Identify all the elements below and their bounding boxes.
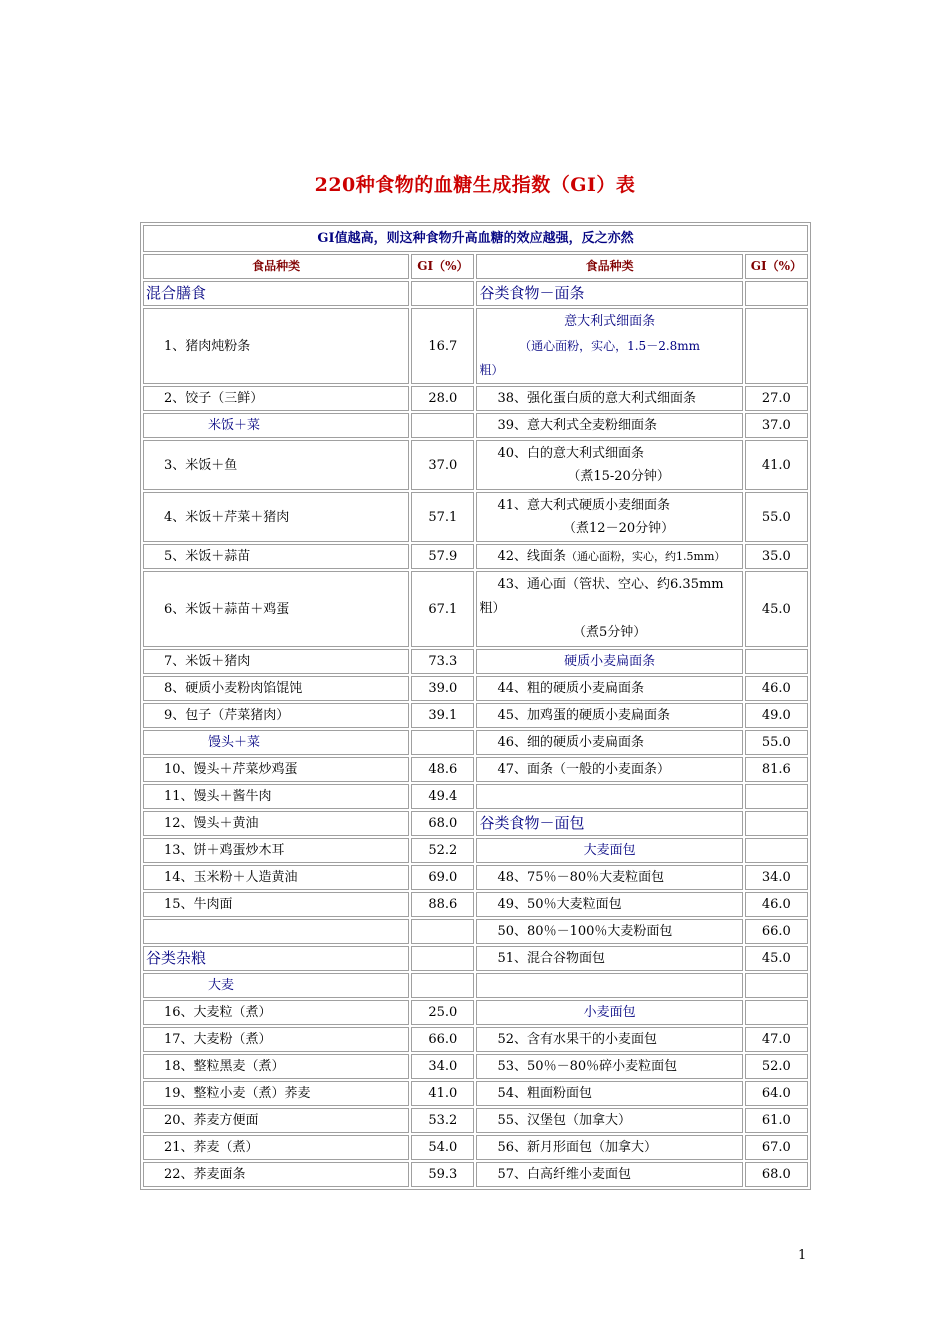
gi-value: 41.0 (411, 1081, 474, 1106)
gi-value: 27.0 (745, 386, 808, 411)
food-name: 21、荞麦（煮） (143, 1135, 409, 1160)
gi-value: 88.6 (411, 892, 474, 917)
food-name (476, 440, 742, 490)
subcategory-label: 大麦面包 (476, 838, 742, 863)
table-row (143, 1135, 808, 1160)
subcategory-label: 米饭＋菜 (143, 413, 409, 438)
subcategory-label: 意大利式细面条 (564, 313, 656, 329)
table-row (143, 892, 808, 917)
food-name-line: 42、线面条 (497, 549, 567, 564)
food-name (476, 571, 742, 647)
food-name: 14、玉米粉＋人造黄油 (143, 865, 409, 890)
table-row (143, 973, 808, 998)
gi-value: 69.0 (411, 865, 474, 890)
table-row (143, 757, 808, 782)
table-row (143, 386, 808, 411)
food-name: 6、米饭＋蒜苗＋鸡蛋 (143, 571, 409, 647)
gi-value: 52.2 (411, 838, 474, 863)
gi-value: 54.0 (411, 1135, 474, 1160)
subcategory-label: 小麦面包 (476, 1000, 742, 1025)
food-name: 9、包子（芹菜猪肉） (143, 703, 409, 728)
gi-table-container (140, 222, 811, 1190)
section-heading: 谷类食物－面条 (476, 281, 742, 306)
food-name: 53、50％－80％碎小麦粒面包 (476, 1054, 742, 1079)
table-row (143, 946, 808, 971)
food-name: 20、荞麦方便面 (143, 1108, 409, 1133)
food-name: 16、大麦粒（煮） (143, 1000, 409, 1025)
gi-value: 55.0 (745, 730, 808, 755)
gi-value: 16.7 (411, 308, 474, 384)
column-header-food-left: 食品种类 (143, 254, 409, 279)
food-name: 18、整粒黑麦（煮） (143, 1054, 409, 1079)
table-header-row (143, 225, 808, 252)
food-name: 5、米饭＋蒜苗 (143, 544, 409, 569)
gi-value: 48.6 (411, 757, 474, 782)
section-heading: 混合膳食 (143, 281, 409, 306)
food-name: 54、粗面粉面包 (476, 1081, 742, 1106)
table-row (143, 811, 808, 836)
food-name: 52、含有水果干的小麦面包 (476, 1027, 742, 1052)
table-row (143, 919, 808, 944)
gi-value: 49.0 (745, 703, 808, 728)
table-row (143, 676, 808, 701)
food-name: 49、50％大麦粒面包 (476, 892, 742, 917)
food-name: 44、粗的硬质小麦扁面条 (476, 676, 742, 701)
food-name: 4、米饭＋芹菜＋猪肉 (143, 492, 409, 542)
food-name: 1、猪肉炖粉条 (143, 308, 409, 384)
page-title: 220种食物的血糖生成指数（GI）表 (314, 174, 636, 196)
gi-value: 37.0 (745, 413, 808, 438)
column-header-gi-left: GI（%） (411, 254, 474, 279)
gi-value: 66.0 (745, 919, 808, 944)
food-name: 13、饼＋鸡蛋炒木耳 (143, 838, 409, 863)
gi-value: 46.0 (745, 676, 808, 701)
table-row (143, 1108, 808, 1133)
food-name-line: 41、意大利式硬质小麦细面条 (497, 498, 671, 513)
food-name: 46、细的硬质小麦扁面条 (476, 730, 742, 755)
food-name: 51、混合谷物面包 (476, 946, 742, 971)
gi-value: 52.0 (745, 1054, 808, 1079)
gi-value: 28.0 (411, 386, 474, 411)
food-name (476, 308, 742, 384)
table-row (143, 571, 808, 647)
gi-value: 55.0 (745, 492, 808, 542)
gi-value: 39.0 (411, 676, 474, 701)
gi-table (140, 222, 811, 1190)
food-name: 47、面条（一般的小麦面条） (476, 757, 742, 782)
food-name-line: 粗） (479, 601, 506, 616)
gi-value: 73.3 (411, 649, 474, 674)
table-row (143, 703, 808, 728)
subcategory-label: 大麦 (143, 973, 409, 998)
food-name: 19、整粒小麦（煮）荞麦 (143, 1081, 409, 1106)
table-row (143, 730, 808, 755)
gi-value: 46.0 (745, 892, 808, 917)
table-row (143, 784, 808, 809)
gi-value: 37.0 (411, 440, 474, 490)
gi-value: 45.0 (745, 571, 808, 647)
gi-value: 34.0 (745, 865, 808, 890)
food-name: 3、米饭＋鱼 (143, 440, 409, 490)
food-name: 7、米饭＋猪肉 (143, 649, 409, 674)
table-row (143, 1162, 808, 1187)
food-name-line: 43、通心面（管状、空心、约6.35mm (497, 577, 724, 592)
table-row (143, 281, 808, 306)
gi-value: 41.0 (745, 440, 808, 490)
food-note: （煮12－20分钟） (563, 521, 675, 536)
gi-value: 35.0 (745, 544, 808, 569)
gi-value: 49.4 (411, 784, 474, 809)
gi-value: 45.0 (745, 946, 808, 971)
section-heading: 谷类食物－面包 (476, 811, 742, 836)
food-name: 57、白高纤维小麦面包 (476, 1162, 742, 1187)
food-name: 48、75％－80％大麦粒面包 (476, 865, 742, 890)
table-row (143, 1054, 808, 1079)
gi-value: 67.0 (745, 1135, 808, 1160)
gi-value: 25.0 (411, 1000, 474, 1025)
gi-value: 67.1 (411, 571, 474, 647)
table-row (143, 865, 808, 890)
table-row (143, 838, 808, 863)
food-name: 8、硬质小麦粉肉馅馄饨 (143, 676, 409, 701)
food-name (476, 492, 742, 542)
food-name: 12、馒头＋黄油 (143, 811, 409, 836)
table-row (143, 1081, 808, 1106)
gi-value: 64.0 (745, 1081, 808, 1106)
gi-value: 39.1 (411, 703, 474, 728)
food-name (476, 544, 742, 569)
table-header: GI值越高，则这种食物升高血糖的效应越强，反之亦然 (143, 225, 808, 252)
food-name: 55、汉堡包（加拿大） (476, 1108, 742, 1133)
food-note: （煮5分钟） (572, 625, 647, 640)
gi-value: 47.0 (745, 1027, 808, 1052)
gi-value: 34.0 (411, 1054, 474, 1079)
table-row (143, 649, 808, 674)
column-header-gi-right: GI（%） (745, 254, 808, 279)
food-name: 15、牛肉面 (143, 892, 409, 917)
food-name: 10、馒头＋芹菜炒鸡蛋 (143, 757, 409, 782)
table-row (143, 1000, 808, 1025)
subcategory-label: 馒头＋菜 (143, 730, 409, 755)
gi-value: 61.0 (745, 1108, 808, 1133)
table-row (143, 440, 808, 490)
food-name: 38、强化蛋白质的意大利式细面条 (476, 386, 742, 411)
gi-value: 81.6 (745, 757, 808, 782)
food-name: 17、大麦粉（煮） (143, 1027, 409, 1052)
food-name-line: 40、白的意大利式细面条 (497, 446, 645, 461)
column-header-food-right: 食品种类 (476, 254, 742, 279)
column-header-row (143, 254, 808, 279)
food-name: 45、加鸡蛋的硬质小麦扁面条 (476, 703, 742, 728)
gi-value: 57.9 (411, 544, 474, 569)
food-note: （通心面粉，实心，约1.5mm） (566, 550, 726, 563)
subcategory-label: 硬质小麦扁面条 (476, 649, 742, 674)
gi-value: 59.3 (411, 1162, 474, 1187)
food-name: 39、意大利式全麦粉细面条 (476, 413, 742, 438)
page-number: 1 (798, 1248, 807, 1263)
food-note: （通心面粉，实心，1.5－2.8mm (519, 338, 701, 353)
food-name: 22、荞麦面条 (143, 1162, 409, 1187)
table-row (143, 1027, 808, 1052)
table-row (143, 544, 808, 569)
gi-value: 68.0 (745, 1162, 808, 1187)
food-name: 50、80％－100％大麦粉面包 (476, 919, 742, 944)
gi-value: 68.0 (411, 811, 474, 836)
food-name: 11、馒头＋酱牛肉 (143, 784, 409, 809)
gi-value: 53.2 (411, 1108, 474, 1133)
gi-value: 66.0 (411, 1027, 474, 1052)
food-name: 2、饺子（三鲜） (143, 386, 409, 411)
food-note: （煮15-20分钟） (567, 469, 670, 484)
table-row (143, 308, 808, 384)
food-note: 粗） (479, 362, 504, 377)
section-heading: 谷类杂粮 (143, 946, 409, 971)
table-row (143, 413, 808, 438)
food-name: 56、新月形面包（加拿大） (476, 1135, 742, 1160)
gi-value: 57.1 (411, 492, 474, 542)
table-row (143, 492, 808, 542)
